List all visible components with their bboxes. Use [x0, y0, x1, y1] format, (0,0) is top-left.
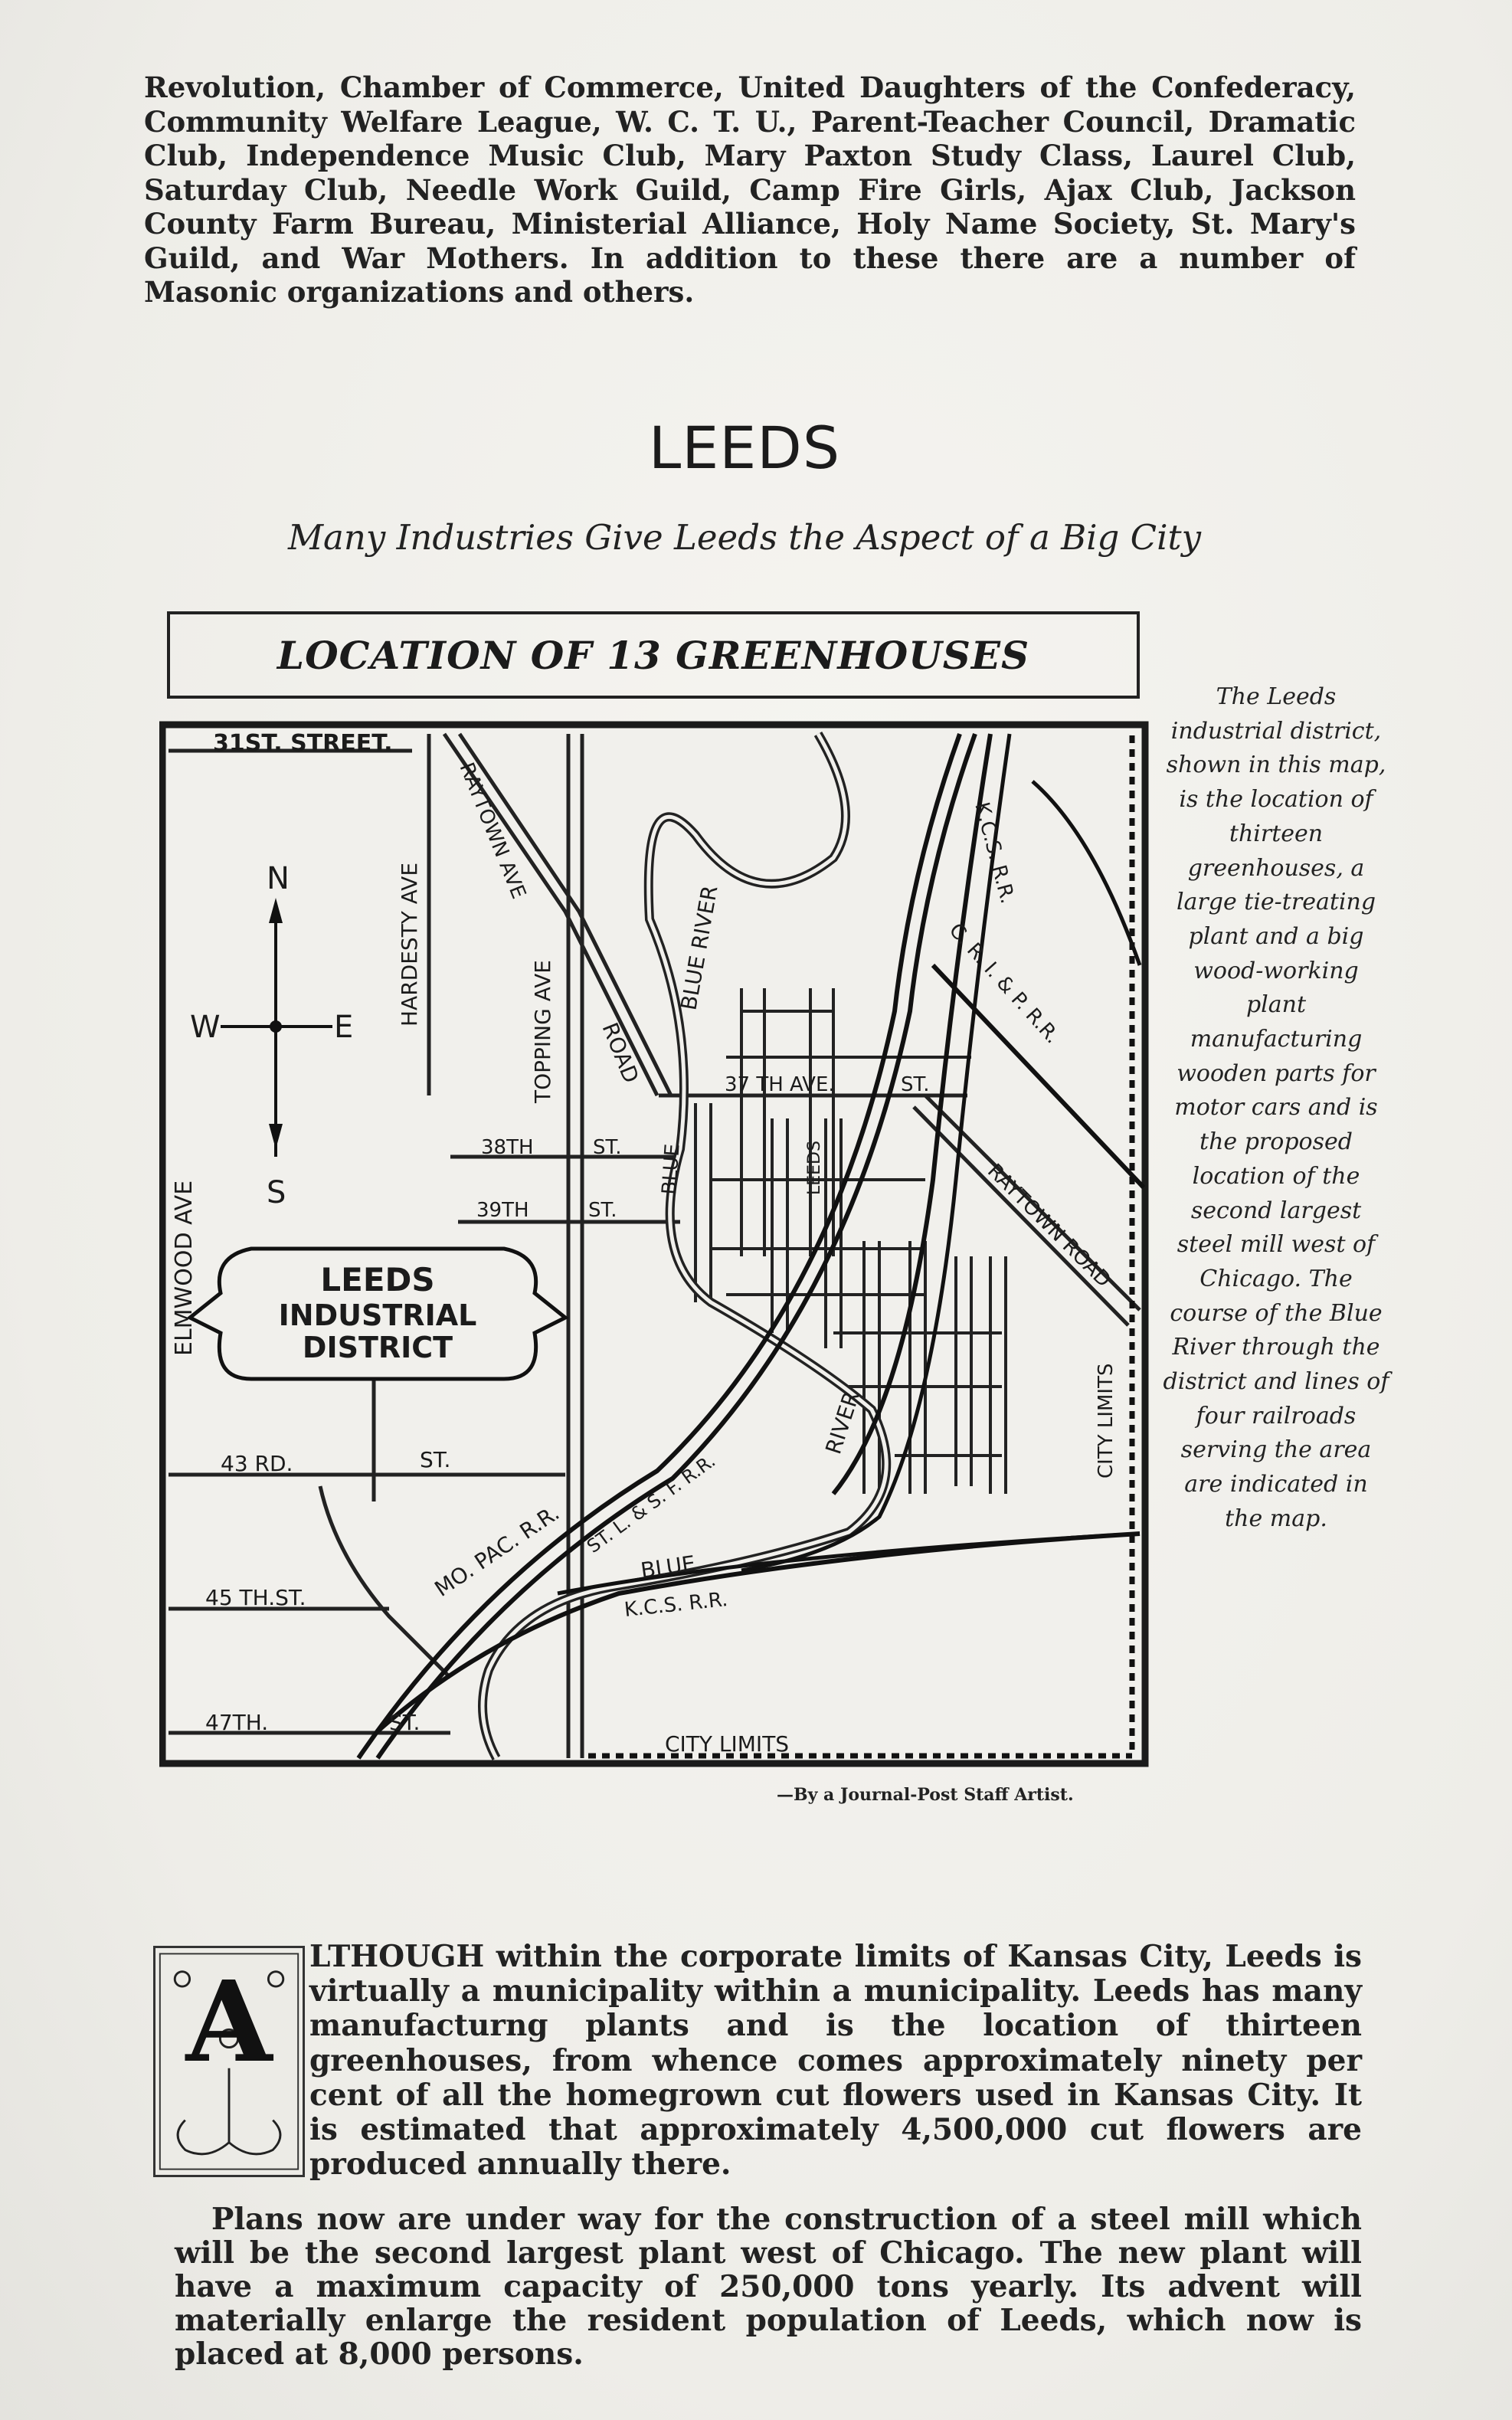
label-river-south: RIVER: [820, 1388, 865, 1458]
label-city-limits-right: CITY LIMITS: [1095, 1363, 1118, 1479]
map-caption: The Leeds industrial district, shown in this map, is the location of thirteen greenhouses, a large tie-treating plant and a big wood-working plant manufacturing wooden parts for motor cars and is the proposed location of the second largest steel mill west of Chicago. The course of the Blue River through the district and lines of four railroads serving the area are indicated in the map.: [1163, 683, 1389, 1532]
compass-n: N: [267, 861, 290, 896]
initial-ornament: [155, 1948, 303, 2175]
label-road: ROAD: [597, 1019, 644, 1087]
label-raytown-road: RAYTOWN ROAD: [983, 1159, 1115, 1292]
label-43rd-st: ST.: [420, 1447, 451, 1472]
map-title-box: [167, 611, 1140, 699]
label-37th: 37 TH AVE.: [725, 1073, 835, 1096]
paragraph-2: Plans now are under way for the construction of a steel mill which will be the second largest plant west of Chicago. The new plant will have a maximum capacity of 250,000 tons yearly. Its advent will materially enlarge the resident population of Leeds, which now is placed at 8,000 persons.: [175, 2202, 1362, 2372]
label-39th-st: ST.: [588, 1199, 617, 1222]
paragraph-1: LTHOUGH within the corporate limits of Kansas City, Leeds is virtually a municipality within a municipality. Leeds has many manufacturng plants and is the location of thirteen greenhouses, from whence comes approximately ninety per cent of all the homegrown cut flowers used in Kansas City. It is estimated that approximately 4,500,000 cut flowers are produced annually there.: [309, 1939, 1362, 2183]
label-topping: TOPPING AVE: [530, 960, 555, 1103]
label-37th-st: ST.: [901, 1073, 930, 1096]
label-47th-st: ST.: [389, 1710, 421, 1735]
label-38th-st: ST.: [593, 1136, 622, 1159]
district-map: [159, 720, 1150, 1770]
label-43rd: 43 RD.: [221, 1451, 293, 1476]
label-kcs-rr-south: K.C.S. R.R.: [623, 1587, 729, 1622]
label-39th: 39TH: [476, 1199, 529, 1222]
map-drawing: [159, 720, 1150, 1770]
label-31st: 31ST. STREET.: [213, 730, 393, 757]
label-stlsf-rr: ST. L. & S. F. R.R.: [583, 1449, 720, 1557]
label-city-limits-bottom: CITY LIMITS: [665, 1731, 790, 1757]
banner-line-1: LEEDS: [320, 1261, 435, 1298]
compass-w: W: [190, 1010, 221, 1045]
initial-letter: A: [185, 1957, 273, 2088]
label-blue-south: BLUE: [639, 1551, 697, 1583]
compass-e: E: [334, 1010, 354, 1045]
map-credit: —By a Journal-Post Staff Artist.: [777, 1785, 1074, 1805]
label-raytown-ave: RAYTOWN AVE: [454, 759, 531, 902]
label-47th: 47TH.: [205, 1710, 269, 1735]
label-mopac-rr: MO. PAC. R.R.: [430, 1499, 565, 1602]
label-elmwood: ELMWOOD AVE: [171, 1180, 198, 1356]
label-blue-mid: BLUE: [658, 1143, 685, 1196]
compass-s: S: [267, 1175, 286, 1210]
map-title: LOCATION OF 13 GREENHOUSES: [277, 632, 1030, 678]
label-cri-rr: C. R. I. & P. R.R.: [944, 919, 1064, 1049]
label-blue-river-north: BLUE RIVER: [676, 883, 723, 1013]
district-banner: [190, 1249, 565, 1379]
label-kcs-rr-north: K.C.S. R.R.: [970, 800, 1019, 906]
decorative-initial: [153, 1946, 305, 2177]
section-title: LEEDS: [648, 414, 841, 482]
label-38th: 38TH: [481, 1136, 534, 1159]
banner-line-2: INDUSTRIAL: [278, 1298, 477, 1332]
section-subtitle: Many Industries Give Leeds the Aspect of a Big City: [287, 517, 1202, 558]
label-45th: 45 TH.ST.: [205, 1585, 306, 1610]
label-hardesty: HARDESTY AVE: [397, 862, 422, 1027]
intro-paragraph: Revolution, Chamber of Commerce, United Daughters of the Confederacy, Community Welfare League, W. C. T. U., Parent-Teacher Council, Dramatic Club, Independence Music Club, Mary Paxton Study Class, Laurel Club, Saturday Club, Needle Work Guild, Camp Fire Girls, Ajax Club, Jackson County Farm Bureau, Ministerial Alliance, Holy Name Society, St. Mary's Guild, and War Mothers. In addition to these there are a number of Masonic organizations and others.: [144, 70, 1356, 309]
label-leeds-street: LEEDS: [805, 1141, 824, 1195]
banner-line-3: DISTRICT: [302, 1331, 453, 1364]
